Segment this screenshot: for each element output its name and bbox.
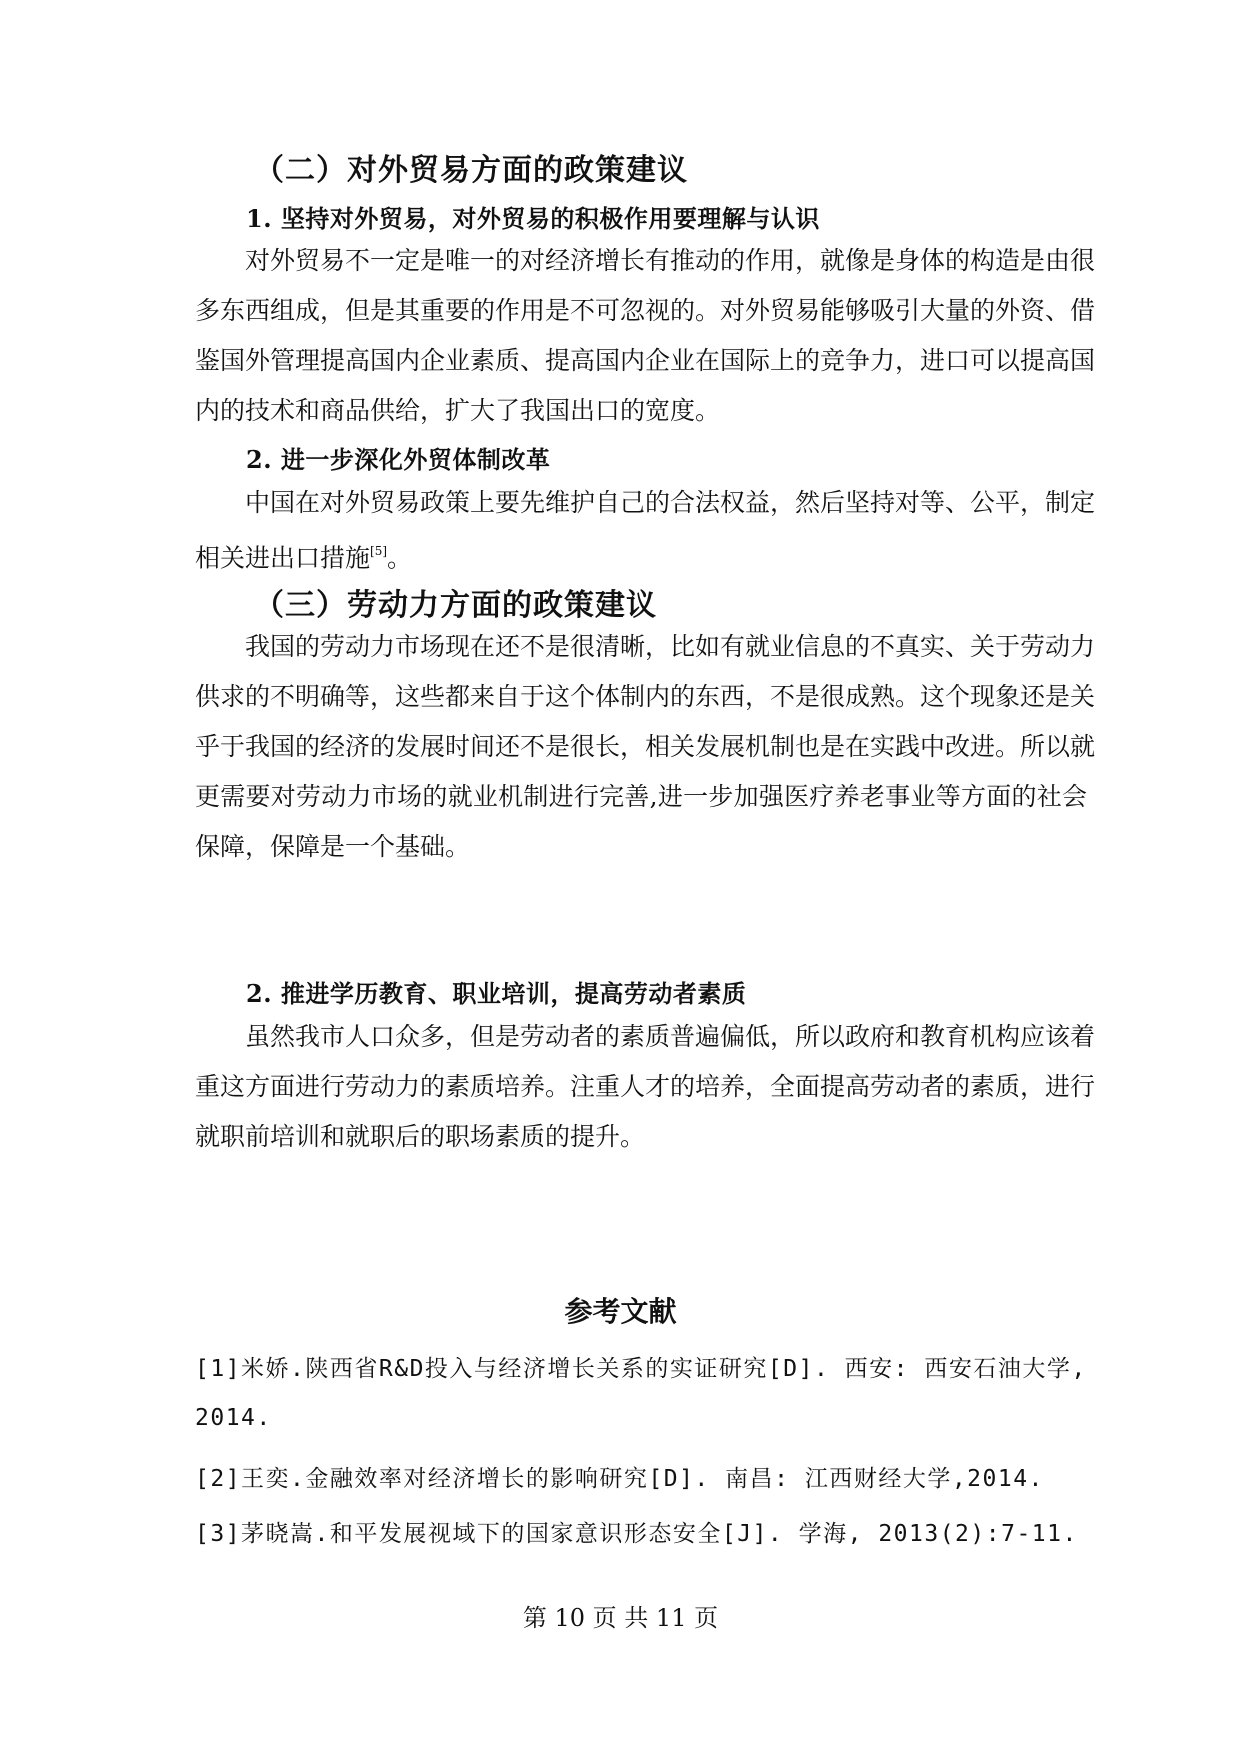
paragraph-trade-1 [195, 236, 1096, 436]
reference-item: [2]王奕.金融效率对经济增长的影响研究[D]. 南昌: 江西财经大学,2014. [195, 1466, 1044, 1492]
text-line: 多东西组成，但是其重要的作用是不可忽视的。对外贸易能够吸引大量的外资、借 [195, 296, 1096, 325]
subheading-trade-1: 1. 坚持对外贸易，对外贸易的积极作用要理解与认识 [246, 204, 820, 233]
reference-item: [3]茅晓嵩.和平发展视域下的国家意识形态安全[J]. 学海, 2013(2):7-11. [195, 1521, 1078, 1547]
references-title: 参考文献 [564, 1295, 677, 1328]
section-heading-trade: （二）对外贸易方面的政策建议 [254, 153, 688, 188]
text-line: 乎于我国的经济的发展时间还不是很长，相关发展机制也是在实践中改进。所以就 [195, 732, 1096, 761]
page-number-footer: 第 10 页 共 11 页 [522, 1604, 719, 1632]
text-line: 内的技术和商品供给，扩大了我国出口的宽度。 [195, 396, 721, 425]
text-line: 供求的不明确等，这些都来自于这个体制内的东西，不是很成熟。这个现象还是关 [195, 682, 1096, 711]
paragraph-labor-1 [195, 622, 1096, 872]
text-line: 重这方面进行劳动力的素质培养。注重人才的培养，全面提高劳动者的素质，进行 [195, 1072, 1096, 1101]
text-line: 就职前培训和就职后的职场素质的提升。 [195, 1122, 646, 1151]
citation-marker: [5] [370, 544, 388, 558]
subheading-labor-2: 2. 推进学历教育、职业培训，提高劳动者素质 [246, 979, 747, 1008]
text-line: 鉴国外管理提高国内企业素质、提高国内企业在国际上的竞争力，进口可以提高国 [195, 346, 1096, 375]
reference-item-continued: 2014. [195, 1405, 272, 1431]
sentence-end: 。 [387, 543, 413, 573]
text-line: 保障，保障是一个基础。 [195, 832, 471, 861]
text-line: 相关进出口措施 [195, 543, 371, 573]
subheading-trade-2: 2. 进一步深化外贸体制改革 [246, 445, 551, 474]
section-heading-labor: （三）劳动力方面的政策建议 [254, 588, 657, 623]
reference-item: [1]米娇.陕西省R&D投入与经济增长关系的实证研究[D]. 西安: 西安石油大学, [195, 1356, 1087, 1382]
paragraph-labor-2 [195, 1012, 1096, 1162]
text-line: 对外贸易不一定是唯一的对经济增长有推动的作用，就像是身体的构造是由很 [245, 246, 1096, 275]
text-line: 我国的劳动力市场现在还不是很清晰，比如有就业信息的不真实、关于劳动力 [245, 632, 1096, 661]
text-line: 更需要对劳动力市场的就业机制进行完善,进一步加强医疗养老事业等方面的社会 [195, 782, 1087, 811]
paragraph-trade-2 [195, 478, 1096, 578]
text-line: 中国在对外贸易政策上要先维护自己的合法权益，然后坚持对等、公平，制定 [245, 488, 1096, 517]
text-line-with-citation [195, 528, 1087, 578]
text-line: 虽然我市人口众多，但是劳动者的素质普遍偏低，所以政府和教育机构应该着 [245, 1022, 1096, 1051]
